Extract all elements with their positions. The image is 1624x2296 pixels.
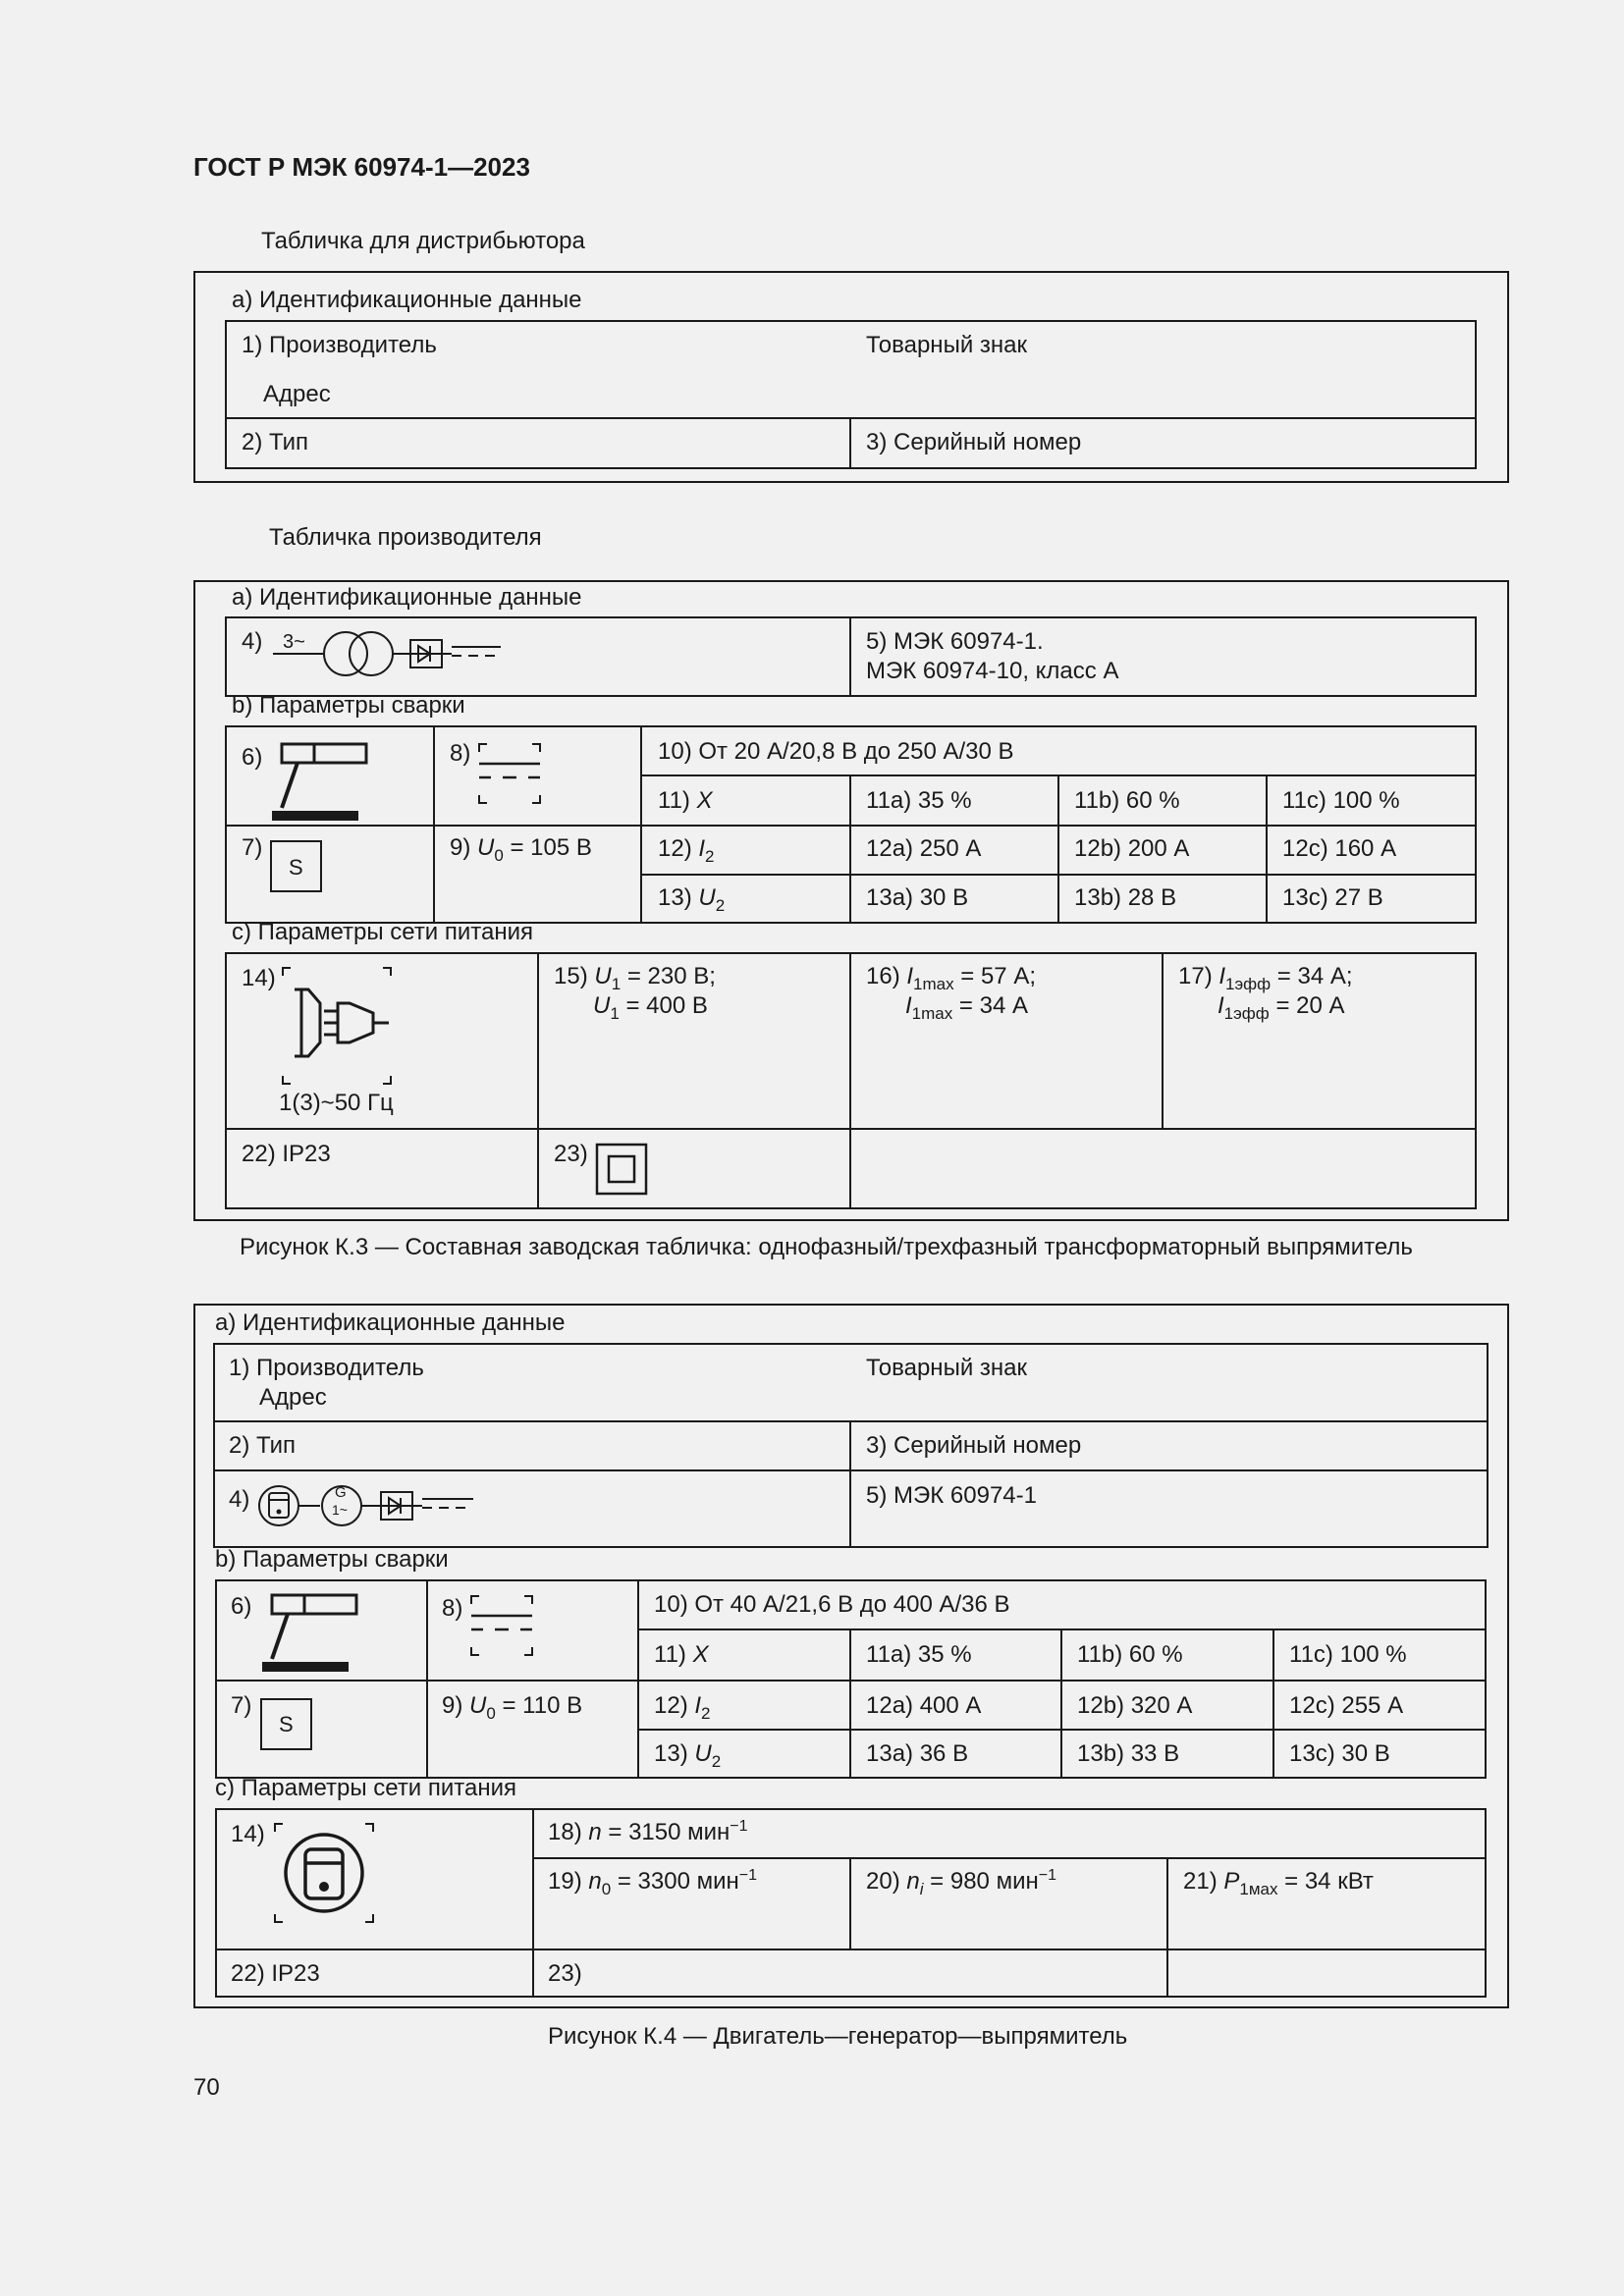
fig4-supply-title: c) Параметры сети питания	[215, 1775, 517, 1801]
figure-k3-caption: Рисунок К.3 — Составная заводская табличка: однофазный/трехфазный трансформаторный выпрямитель	[240, 1234, 1413, 1260]
fig3-c22: 22) IP23	[242, 1141, 331, 1167]
fig4-c12c: 12c) 255 А	[1289, 1692, 1404, 1719]
fig3-welding-title: b) Параметры сварки	[232, 692, 465, 719]
distributor-trademark: Товарный знак	[866, 332, 1027, 358]
fig3-c8: 8)	[450, 740, 471, 767]
fig3-cell4-label: 4)	[242, 628, 263, 655]
fig3-supply-title: c) Параметры сети питания	[232, 919, 534, 945]
fig4-trademark: Товарный знак	[866, 1355, 1027, 1381]
fig4-c6: 6)	[231, 1593, 252, 1620]
page-number: 70	[193, 2074, 220, 2101]
fig4-c13a: 13a) 36 В	[866, 1740, 969, 1767]
fig4-address: Адрес	[259, 1384, 327, 1411]
fig4-cell4-label: 4)	[229, 1486, 250, 1513]
fig3-c17-line1: 17) $I_{1эфф} = 34$ А;	[1178, 963, 1353, 993]
fig4-c21: 21) $P_{1мax} = 34$ кВт	[1183, 1868, 1374, 1898]
fig4-c12: 12) $I_2$	[654, 1692, 711, 1723]
fig3-c16-line2: $I_{1max} = 34$ А	[905, 992, 1028, 1023]
fig3-c9: 9) $U_0 = 105$ В	[450, 834, 592, 865]
fig4-c12a: 12a) 400 А	[866, 1692, 982, 1719]
fig3-c17-line2: $I_{1эфф} = 20$ А	[1218, 992, 1345, 1023]
fig3-cell5-line2: МЭК 60974-10, класс А	[866, 658, 1119, 684]
fig4-c22: 22) IP23	[231, 1960, 320, 1987]
fig4-c13c: 13c) 30 В	[1289, 1740, 1390, 1767]
distributor-address: Адрес	[263, 381, 331, 407]
distributor-manufacturer: 1) Производитель	[242, 332, 437, 358]
distributor-serial: 3) Серийный номер	[866, 429, 1082, 455]
fig4-c8: 8)	[442, 1595, 463, 1622]
fig4-c23: 23)	[548, 1960, 582, 1987]
mains-plug-icon	[281, 966, 399, 1088]
fig4-cell5: 5) МЭК 60974-1	[866, 1482, 1037, 1509]
fig3-c11a: 11a) 35 %	[866, 787, 972, 814]
fig4-ident-title: a) Идентификационные данные	[215, 1309, 566, 1336]
engine-generator-rectifier-icon	[255, 1482, 481, 1529]
fig3-c10: 10) От 20 А/20,8 В до 250 А/30 В	[658, 738, 1014, 765]
fig4-serial: 3) Серийный номер	[866, 1432, 1082, 1459]
dc-current-symbol-icon	[467, 1590, 536, 1659]
engine-drive-icon	[273, 1822, 377, 1926]
transformer-rectifier-icon	[273, 628, 509, 677]
generator-g-label: G	[335, 1484, 347, 1501]
figure-k4-caption: Рисунок К.4 — Двигатель—генератор—выпрямитель	[548, 2023, 1128, 2050]
s-mark-icon: S	[279, 1712, 294, 1736]
double-insulation-icon	[595, 1143, 648, 1196]
fig3-c14: 14)	[242, 965, 276, 991]
fig4-c11b: 11b) 60 %	[1077, 1641, 1183, 1668]
fig3-c13a: 13a) 30 В	[866, 884, 969, 911]
fig3-phase-label: 3~	[283, 631, 305, 653]
fig4-c13: 13) $U_2$	[654, 1740, 722, 1771]
fig4-c19: 19) $n_0 = 3300$ мин$^{-1}$	[548, 1867, 758, 1898]
fig3-c13: 13) $U_2$	[658, 884, 726, 915]
fig3-c15-line2: $U_1 = 400$ В	[593, 992, 708, 1023]
welding-process-icon	[260, 1592, 368, 1675]
fig3-c12c: 12c) 160 А	[1282, 835, 1397, 862]
fig3-c7: 7)	[242, 834, 263, 861]
fig4-welding-title: b) Параметры сварки	[215, 1546, 449, 1573]
fig4-c10: 10) От 40 А/21,6 В до 400 А/36 В	[654, 1591, 1010, 1618]
fig3-c12: 12) $I_2$	[658, 835, 715, 866]
fig3-c14-frequency: 1(3)~50 Гц	[279, 1090, 394, 1116]
fig3-ident-title: a) Идентификационные данные	[232, 584, 582, 611]
fig3-c13b: 13b) 28 В	[1074, 884, 1177, 911]
fig4-c18: 18) n = 3150 мин$^{-1}$	[548, 1818, 748, 1845]
fig4-c7: 7)	[231, 1692, 252, 1719]
dc-current-symbol-icon	[475, 738, 544, 807]
manufacturer-plate-heading: Табличка производителя	[269, 524, 542, 551]
fig3-c6: 6)	[242, 744, 263, 771]
fig4-c14: 14)	[231, 1821, 265, 1847]
fig3-c23: 23)	[554, 1141, 588, 1167]
fig4-manufacturer: 1) Производитель	[229, 1355, 424, 1381]
document-title: ГОСТ Р МЭК 60974-1—2023	[193, 152, 530, 182]
distributor-plate-heading: Табличка для дистрибьютора	[261, 228, 585, 254]
fig3-cell5-line1: 5) МЭК 60974-1.	[866, 628, 1044, 655]
fig3-c13c: 13c) 27 В	[1282, 884, 1383, 911]
welding-process-icon	[270, 741, 378, 824]
generator-phase-label: 1~	[332, 1502, 348, 1518]
fig4-c11a: 11a) 35 %	[866, 1641, 972, 1668]
fig3-c12a: 12a) 250 А	[866, 835, 982, 862]
fig4-c12b: 12b) 320 А	[1077, 1692, 1193, 1719]
fig4-c13b: 13b) 33 В	[1077, 1740, 1180, 1767]
fig3-c12b: 12b) 200 А	[1074, 835, 1190, 862]
fig3-c16-line1: 16) $I_{1max} = 57$ А;	[866, 963, 1036, 993]
fig4-c11: 11) X	[654, 1641, 709, 1668]
fig3-c15-line1: 15) $U_1 = 230$ В;	[554, 963, 716, 993]
distributor-type: 2) Тип	[242, 429, 309, 455]
fig4-c20: 20) $n_i = 980$ мин$^{-1}$	[866, 1867, 1056, 1898]
distributor-ident-title: a) Идентификационные данные	[232, 287, 582, 313]
fig3-c11: 11) X	[658, 787, 713, 814]
fig3-c11b: 11b) 60 %	[1074, 787, 1180, 814]
fig4-c9: 9) $U_0 = 110$ В	[442, 1692, 583, 1723]
fig4-type: 2) Тип	[229, 1432, 297, 1459]
fig3-c11c: 11c) 100 %	[1282, 787, 1400, 814]
s-mark-icon: S	[289, 855, 303, 880]
fig4-c11c: 11c) 100 %	[1289, 1641, 1407, 1668]
